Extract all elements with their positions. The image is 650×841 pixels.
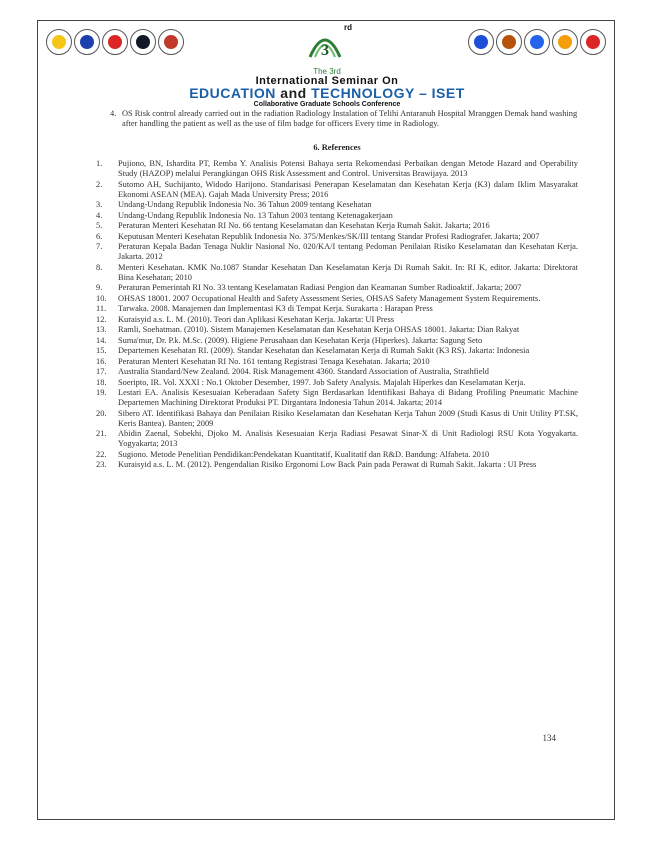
reference-number: 18. — [96, 377, 107, 387]
reference-number: 16. — [96, 356, 107, 366]
reference-item — [96, 159, 578, 179]
reference-text: Lestari EA. Analisis Kesesuaian Keberadaan Safety Sign Berdasarkan Identifikasi Bahaya di Bidang Profiling Pneumatic Machine Departemen Machining Direktorat Produksi PT. Dirgantara Indonesia Tahun 2014. Jakarta; 2014 — [118, 388, 578, 407]
reference-item — [96, 283, 578, 293]
seminar-name — [38, 85, 615, 101]
reference-text: Sutomo AH, Suchijanto, Widodo Harijono. Standarisasi Penerapan Keselamatan dan Kesehatan Kerja (K3) dalam Iklim Masyarakat Ekonomi ASEAN (MEA). Gajah Mada University Press; 2016 — [118, 179, 578, 199]
reference-number: 6. — [96, 231, 103, 241]
reference-item — [96, 325, 578, 335]
svg-text:3: 3 — [321, 42, 329, 59]
reference-item — [96, 388, 578, 408]
paper-body — [96, 109, 578, 471]
reference-item — [96, 378, 578, 388]
reference-number: 23. — [96, 460, 107, 469]
seminar-edition: The 3rd — [313, 67, 341, 76]
reference-text: Ramli, Soehatman. (2010). Sistem Manajemen Keselamatan dan Kesehatan Kerja OHSAS 18001. Jakarta: Dian Rakyat — [118, 325, 520, 334]
conclusion-item — [110, 109, 578, 129]
reference-number: 10. — [96, 293, 107, 303]
university-logo-8 — [524, 29, 550, 55]
reference-number: 21. — [96, 429, 107, 438]
reference-number: 3. — [96, 200, 103, 209]
reference-number: 5. — [96, 221, 103, 230]
reference-item — [96, 357, 578, 367]
reference-text: Peraturan Menteri Kesehatan RI No. 66 tentang Keselamatan dan Kesehatan Kerja Rumah Sakit. Jakarta; 2016 — [118, 221, 490, 230]
reference-list — [96, 159, 578, 470]
reference-text: Peraturan Menteri Kesehatan RI No. 161 tentang Registrasi Tenaga Kesehatan. Jakarta; 2010 — [118, 356, 430, 366]
university-logo-6 — [468, 29, 494, 55]
reference-text: Australia Standard/New Zealand. 2004. Risk Management 4360. Standard Association of Australia, Strathfield — [118, 367, 489, 376]
reference-number: 7. — [96, 242, 103, 251]
reference-item — [96, 221, 578, 231]
reference-number: 14. — [96, 335, 107, 345]
reference-text: Departemen Kesehatan RI. (2009). Standar Kesehatan dan Keselamatan Kerja di Rumah Sakit (K3 RS). Jakarta: Indonesia — [118, 346, 530, 355]
reference-text: Keputusan Menteri Kesehatan Republik Indonesia No. 375/Menkes/SK/III tentang Standar Profesi Radiografer. Jakarta; 2007 — [118, 231, 540, 241]
reference-item — [96, 304, 578, 314]
reference-text: Kuraisyid a.s. L. M. (2010). Teori dan Aplikasi Kesehatan Kerja. Jakarta: UI Press — [118, 314, 395, 324]
reference-item — [96, 232, 578, 242]
reference-text: OHSAS 18001. 2007 Occupational Health and Safety Assessment Series, OHSAS Safety Management System Requirements. — [118, 293, 541, 303]
sponsor-logos-left — [46, 29, 184, 55]
university-logo-4 — [130, 29, 156, 55]
reference-text: Pujiono, BN, Ishardita PT, Remba Y. Analisis Potensi Bahaya serta Rekomendasi Perbaikan dengan Metode Hazard and Operability Study (HAZOP) melalui Perangkingan OHS Risk Assessment and Control. Universitas Brawijaya. 2013 — [118, 159, 578, 178]
reference-text: Kuraisyid a.s. L. M. (2012). Pengendalian Risiko Ergonomi Low Back Pain pada Perawat di Rumah Sakit. Jakarta : UI Press — [118, 460, 537, 469]
conclusion-text: OS Risk control already carried out in the radiation Radiology Instalation of Telihi Antaranuh Hospital Mranggen Demak hand washing after handling the patient as well as the use of film badge for officers Every time in Radiology. — [122, 109, 578, 128]
seminar-subtitle: Collaborative Graduate Schools Conference — [253, 101, 401, 108]
reference-item — [96, 336, 578, 346]
reference-text: Undang-Undang Republik Indonesia No. 13 Tahun 2003 tentang Ketenagakerjaan — [118, 210, 393, 220]
reference-text: Sibero AT. Identifikasi Bahaya dan Penilaian Risiko Keselamatan dan Kesehatan Kerja Tahun 2009 (Studi Kasus di Unit Utility PT.SK, Keris Bantea). Banten; 2009 — [118, 408, 578, 428]
reference-item — [96, 180, 578, 200]
reference-number: 17. — [96, 367, 107, 376]
reference-number: 2. — [96, 179, 103, 189]
seminar-title: International Seminar On — [255, 75, 399, 87]
reference-item — [96, 294, 578, 304]
reference-number: 8. — [96, 262, 103, 272]
reference-item — [96, 346, 578, 356]
university-logo-3 — [102, 29, 128, 55]
reference-number: 22. — [96, 449, 107, 459]
reference-text: Undang-Undang Republik Indonesia No. 36 Tahun 2009 tentang Kesehatan — [118, 200, 372, 209]
reference-item — [96, 367, 578, 377]
reference-item — [96, 429, 578, 449]
university-logo-2 — [74, 29, 100, 55]
reference-number: 20. — [96, 408, 107, 418]
reference-number: 13. — [96, 325, 107, 334]
reference-number: 15. — [96, 346, 107, 355]
reference-item — [96, 450, 578, 460]
reference-text: Sugiono. Metode Penelitian Pendidikan:Pendekatan Kuantitatif, Kualitatif dan R&D. Bandung: Alfabeta. 2010 — [118, 449, 490, 459]
reference-text: Peraturan Kepala Badan Tenaga Nuklir Nasional No. 020/KA/I tentang Pedoman Penilaian Risiko Keselamatan dan Kesehatan Kerja. Jakarta. 2012 — [118, 242, 578, 261]
reference-item — [96, 409, 578, 429]
university-logo-1 — [46, 29, 72, 55]
seminar-name-part-1: EDUCATION — [189, 85, 276, 101]
seminar-name-part-3: TECHNOLOGY – ISET — [311, 85, 465, 101]
reference-text: Abidin Zaenal, Sobekhi, Djoko M. Analisis Kesesuaian Kerja Radiasi Pesawat Sinar-X di Unit Radiologi RSU Kota Yogyakarta. Yogyakarta; 2013 — [118, 429, 578, 448]
edition-superscript: rd — [344, 23, 352, 32]
university-logo-5 — [158, 29, 184, 55]
reference-number: 4. — [96, 210, 103, 220]
sponsor-logos-right — [468, 29, 606, 55]
reference-item — [96, 242, 578, 262]
university-logo-10 — [580, 29, 606, 55]
reference-number: 12. — [96, 314, 107, 324]
university-logo-9 — [552, 29, 578, 55]
reference-text: Peraturan Pemerintah RI No. 33 tentang Keselamatan Radiasi Pengion dan Keamanan Sumber Radioaktif. Jakarta; 2007 — [118, 283, 522, 292]
reference-item — [96, 211, 578, 221]
reference-number: 1. — [96, 159, 103, 168]
iset-emblem-icon — [300, 25, 350, 65]
page-number: 134 — [542, 733, 556, 743]
reference-item — [96, 460, 578, 470]
seminar-name-part-2: and — [280, 85, 307, 101]
reference-number: 19. — [96, 388, 107, 397]
reference-text: Soeripto, IR. Vol. XXXI : No.1 Oktober Desember, 1997. Job Safety Analysis. Majalah Hiperkes dan Keselamatan Kerja. — [118, 377, 526, 387]
reference-number: 9. — [96, 283, 103, 292]
reference-text: Menteri Kesehatan. KMK No.1087 Standar Kesehatan Dan Keselamatan Kerja Di Rumah Sakit. In: RI K, editor. Jakarta: Direktorat Bina Kesehatan; 2010 — [118, 262, 578, 282]
reference-item — [96, 315, 578, 325]
reference-text: Suma'mur, Dr. P.k. M.Sc. (2009). Higiene Perusahaan dan Kesehatan Kerja (Hiperkes). Jakarta: Sagung Seto — [118, 335, 483, 345]
reference-item — [96, 200, 578, 210]
paper-page — [37, 20, 615, 820]
university-logo-7 — [496, 29, 522, 55]
reference-item — [96, 263, 578, 283]
reference-number: 11. — [96, 304, 107, 313]
reference-text: Tarwaka. 2008. Manajemen dan Implementasi K3 di Tempat Kerja. Surakarta : Harapan Press — [118, 304, 433, 313]
conclusion-number: 4. — [110, 109, 117, 118]
references-heading: 6. References — [313, 143, 361, 152]
